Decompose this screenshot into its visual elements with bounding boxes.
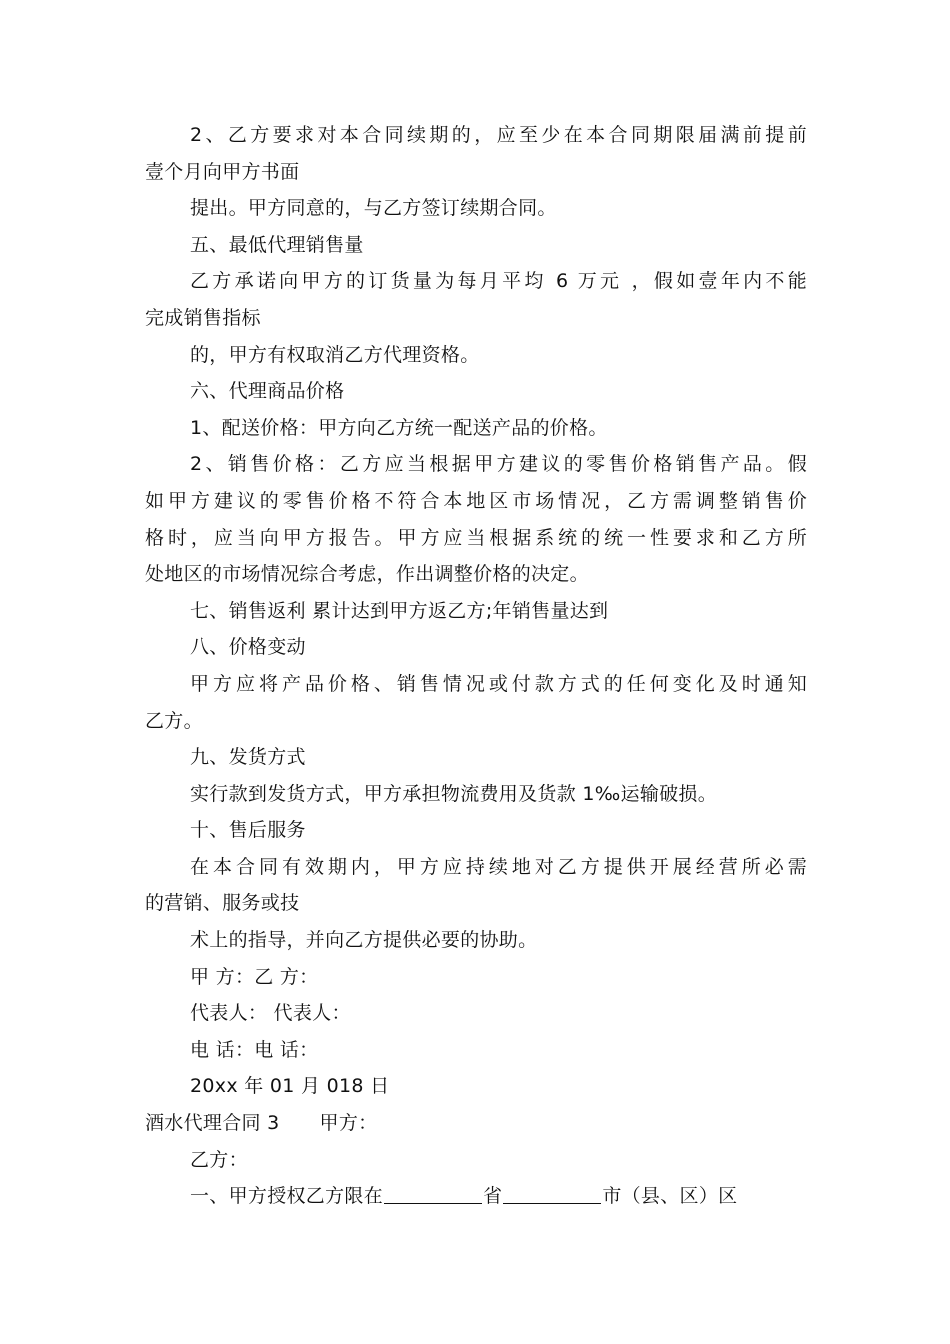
paragraph-line: 2、乙方要求对本合同续期的，应至少在本合同期限届满前提前: [190, 124, 807, 146]
clause1-city: 市（县、区）区: [602, 1185, 738, 1208]
section-heading: 九、发货方式: [190, 746, 306, 769]
paragraph-line: 的，甲方有权取消乙方代理资格。: [190, 343, 480, 366]
paragraph-line: 乙方承诺向甲方的订货量为每月平均 6 万元 ，假如壹年内不能: [190, 270, 807, 293]
document-body: [145, 117, 807, 1215]
paragraph-line: 术上的指导，并向乙方提供必要的协助。: [190, 929, 538, 952]
paragraph-line: 完成销售指标: [145, 306, 261, 329]
paragraph-line: 乙方。: [145, 709, 203, 732]
paragraph-line: 提出。甲方同意的，与乙方签订续期合同。: [190, 197, 557, 220]
section-heading: 八、价格变动: [190, 636, 306, 659]
paragraph-line: 如甲方建议的零售价格不符合本地区市场情况，乙方需调整销售价: [145, 489, 807, 512]
signature-phones: 电 话：电 话：: [190, 1038, 319, 1061]
contract3-header: [145, 1105, 807, 1142]
paragraph-line: 实行款到发货方式，甲方承担物流费用及货款 1‰运输破损。: [190, 782, 718, 805]
paragraph-line: 格时，应当向甲方报告。甲方应当根据系统的统一性要求和乙方所: [145, 526, 807, 549]
paragraph-line: 1、配送价格：甲方向乙方统一配送产品的价格。: [190, 416, 608, 439]
contract3-clause1: [145, 1178, 807, 1215]
section-heading: 五、最低代理销售量: [190, 233, 364, 256]
paragraph-line: 的营销、服务或技: [145, 892, 300, 915]
contract3-party-b: 乙方：: [190, 1148, 248, 1171]
city-blank: [503, 1183, 601, 1204]
section-heading: 十、售后服务: [190, 819, 306, 842]
paragraph-line: 甲方应将产品价格、销售情况或付款方式的任何变化及时通知: [190, 672, 807, 695]
clause1-province: 省: [483, 1185, 503, 1208]
clause1-prefix: 一、甲方授权乙方限在: [190, 1185, 384, 1208]
province-blank: [384, 1183, 482, 1204]
contract3-title: 酒水代理合同 3: [145, 1112, 280, 1135]
signature-representatives: 代表人： 代表人：: [190, 1002, 351, 1025]
section-heading: 六、代理商品价格: [190, 380, 345, 403]
paragraph-line: 壹个月向甲方书面: [145, 160, 300, 183]
signature-date: 20xx 年 01 月 018 日: [190, 1075, 390, 1098]
paragraph-line: 处地区的市场情况综合考虑，作出调整价格的决定。: [145, 563, 589, 586]
section-heading: 七、销售返利 累计达到甲方返乙方;年销售量达到: [190, 599, 609, 622]
paragraph-line: 在本合同有效期内，甲方应持续地对乙方提供开展经营所必需: [190, 855, 807, 878]
signature-parties: 甲 方：乙 方：: [190, 965, 319, 988]
contract3-party-a: 甲方：: [319, 1112, 378, 1135]
paragraph-line: 2、销售价格：乙方应当根据甲方建议的零售价格销售产品。假: [190, 453, 807, 476]
